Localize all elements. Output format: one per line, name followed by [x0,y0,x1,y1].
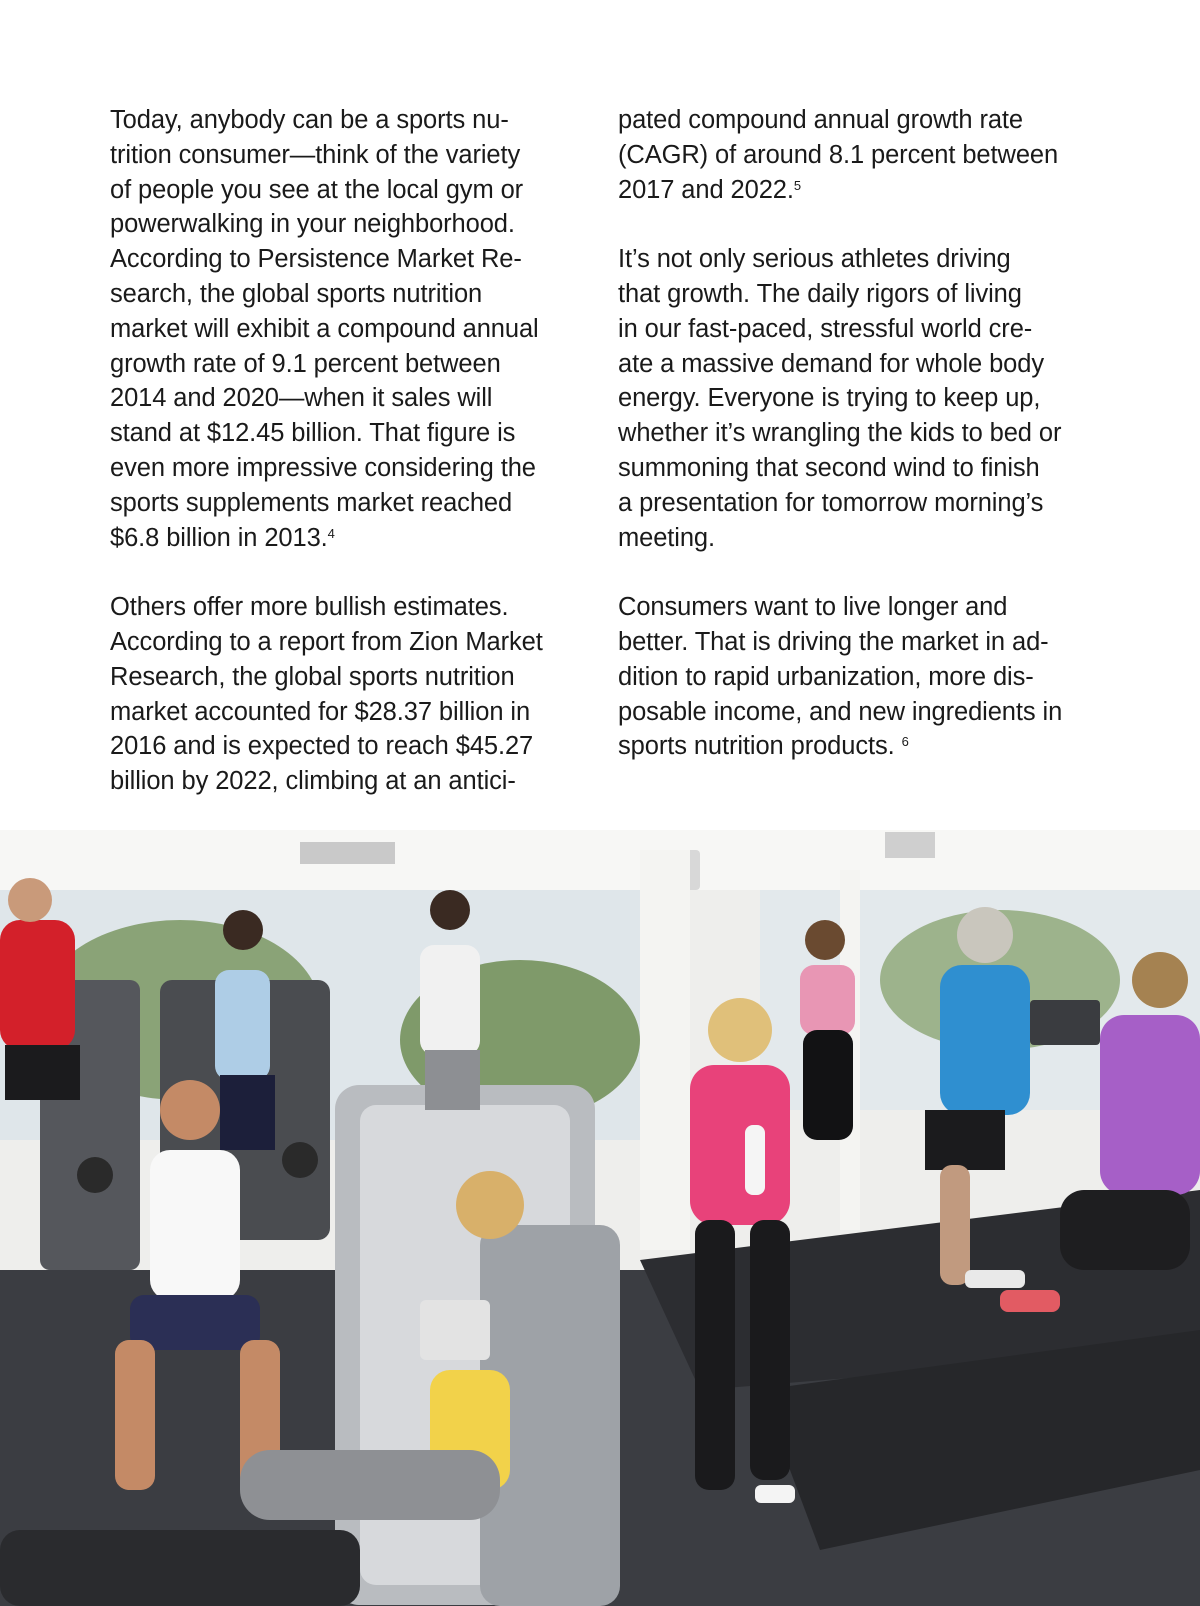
text-line: powerwalking in your neighborhood. [110,210,515,239]
text-line: sports supplements market reached [110,488,513,517]
text-line: billion by 2022, climbing at an antici- [110,767,516,796]
text-line [110,521,580,556]
text-line [618,729,1088,764]
text-line: posable income, and new ingredients in [618,697,1063,726]
paragraph-right-2 [618,242,1088,555]
text-line: a presentation for tomorrow morning’s [618,488,1044,517]
paragraph-left-2 [110,590,580,799]
text-line: Consumers want to live longer and [618,593,1008,622]
footnote-marker: 6 [901,734,909,750]
text-line: dition to rapid urbanization, more dis- [618,662,1034,691]
paragraph-left-1 [110,103,580,555]
text-line [618,173,1088,208]
text-line: According to a report from Zion Market [110,627,543,656]
text-line: Others offer more bullish estimates. [110,593,509,622]
paragraph-gap [618,555,1088,590]
text-line: stand at $12.45 billion. That figure is [110,419,516,448]
text-line: in our fast-paced, stressful world cre- [618,314,1033,343]
text-line: It’s not only serious athletes driving [618,245,1011,274]
footnote-marker: 5 [793,177,801,193]
text-line: search, the global sports nutrition [110,279,483,308]
text-line-content: 2017 and 2022. [618,175,794,204]
text-line: energy. Everyone is trying to keep up, [618,384,1041,413]
paragraph-gap [110,555,580,590]
text-line: 2016 and is expected to reach $45.27 [110,732,534,761]
text-line: meeting. [618,523,716,552]
text-line: pated compound annual growth rate [618,106,1023,134]
text-line: market will exhibit a compound annual [110,314,539,343]
paragraph-right-3 [618,590,1088,764]
text-line: (CAGR) of around 8.1 percent between [618,140,1059,169]
paragraph-gap [618,207,1088,242]
text-line: of people you see at the local gym or [110,175,524,204]
text-line: better. That is driving the market in ad- [618,627,1049,656]
footnote-marker: 4 [327,525,335,541]
text-line: Research, the global sports nutrition [110,662,515,691]
gym-photo-illustration [0,830,1200,1606]
text-line: Today, anybody can be a sports nu- [110,106,509,134]
text-line: summoning that second wind to finish [618,453,1040,482]
text-line-content: $6.8 billion in 2013. [110,523,328,552]
text-line: even more impressive considering the [110,453,536,482]
text-line: whether it’s wrangling the kids to bed or [618,419,1062,448]
left-column [110,103,580,799]
text-line: trition consumer—think of the variety [110,140,521,169]
paragraph-right-1 [618,103,1088,207]
text-line-content: sports nutrition products. [618,732,902,761]
text-line: 2014 and 2020—when it sales will [110,384,493,413]
right-column [618,103,1088,764]
text-line: that growth. The daily rigors of living [618,279,1022,308]
text-line: growth rate of 9.1 percent between [110,349,501,378]
text-line: ate a massive demand for whole body [618,349,1044,378]
gym-photo [0,830,1200,1606]
text-line: According to Persistence Market Re- [110,245,522,274]
text-line: market accounted for $28.37 billion in [110,697,531,726]
